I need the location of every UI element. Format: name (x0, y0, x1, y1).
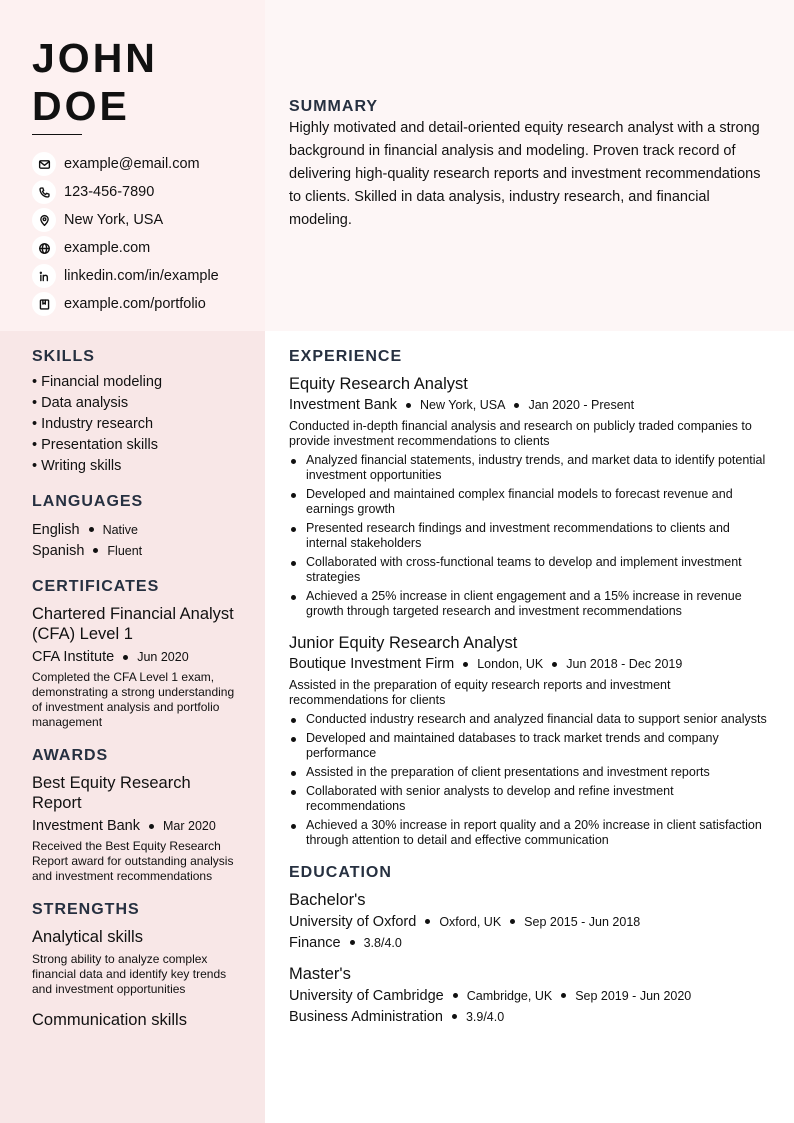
education-field-row (289, 933, 769, 952)
job-location: London, UK (477, 657, 544, 671)
contact-email[interactable] (32, 150, 219, 178)
strength-title: Communication skills (32, 1011, 187, 1029)
contact-email-text: example@email.com (64, 156, 200, 172)
separator-dot (510, 919, 515, 924)
award-date: Mar 2020 (163, 819, 216, 833)
skill-item: • Writing skills (32, 458, 122, 474)
job-bullet: Conducted industry research and analyzed financial data to support senior analysts (289, 712, 769, 727)
job-description: Conducted in-depth financial analysis and research on publicly traded companies to provide investment recommendations to clients (289, 419, 752, 448)
certificate-date: Jun 2020 (137, 650, 189, 664)
job-bullet: Collaborated with senior analysts to develop and refine investment recommendations (289, 784, 769, 814)
separator-dot (452, 1014, 457, 1019)
contact-location (32, 206, 219, 234)
job-bullet: Achieved a 30% increase in report quality and a 20% increase in client satisfaction through attention to detail and effective communication (289, 818, 769, 848)
job-company: Investment Bank (289, 397, 397, 413)
language-item (32, 540, 242, 561)
contact-portfolio[interactable] (32, 290, 219, 318)
language-name: Spanish (32, 542, 85, 559)
education-entry (289, 964, 769, 1026)
separator-dot (93, 548, 98, 553)
certificates-section (32, 578, 242, 730)
strength-description: Strong ability to analyze complex financial data and identify key trends and investment opportunities (32, 952, 227, 996)
skill-item: • Financial modeling (32, 374, 163, 390)
job-dates: Jun 2018 - Dec 2019 (566, 657, 683, 671)
contact-linkedin-text: linkedin.com/in/example (64, 268, 219, 284)
name-divider (32, 134, 82, 135)
language-item (32, 519, 242, 540)
sidebar-column (32, 348, 242, 1030)
strengths-section (32, 901, 242, 1030)
awards-section (32, 747, 242, 884)
job-title: Junior Equity Research Analyst (289, 634, 518, 652)
job-bullet: Developed and maintained complex financial models to forecast revenue and earnings growth (289, 487, 769, 517)
certificate-meta (32, 649, 242, 665)
contact-website-text: example.com (64, 240, 151, 256)
name-last: DOE (32, 83, 130, 129)
candidate-name (32, 34, 252, 130)
separator-dot (123, 655, 128, 660)
job-meta (289, 656, 769, 672)
summary-heading: SUMMARY (289, 98, 379, 115)
strengths-heading: STRENGTHS (32, 901, 140, 918)
separator-dot (350, 940, 355, 945)
separator-dot (406, 403, 411, 408)
job-bullet: Collaborated with cross-functional teams to develop and implement investment strategies (289, 555, 769, 585)
job-bullets (289, 453, 769, 619)
phone-icon (32, 180, 56, 204)
experience-section (289, 348, 769, 848)
education-dates: Sep 2019 - Jun 2020 (575, 988, 692, 1003)
job-title: Equity Research Analyst (289, 375, 468, 393)
job-entry (289, 633, 769, 848)
job-bullet: Achieved a 25% increase in client engagement and a 15% increase in revenue growth through targeted research and investment recommendations (289, 589, 769, 619)
job-company: Boutique Investment Firm (289, 656, 455, 672)
mail-icon (32, 152, 56, 176)
globe-icon (32, 236, 56, 260)
education-gpa: 3.8/4.0 (363, 935, 402, 950)
skills-section (32, 348, 242, 477)
job-location: New York, USA (420, 398, 506, 412)
award-meta (32, 818, 242, 834)
education-field: Business Administration (289, 1008, 443, 1025)
education-field-row (289, 1007, 769, 1026)
language-level: Native (102, 522, 138, 537)
job-entry (289, 374, 769, 619)
job-dates: Jan 2020 - Present (528, 398, 635, 412)
location-pin-icon (32, 208, 56, 232)
languages-section (32, 493, 242, 561)
skill-item: • Data analysis (32, 395, 129, 411)
education-meta (289, 912, 769, 931)
portfolio-icon (32, 292, 56, 316)
separator-dot (453, 993, 458, 998)
language-name: English (32, 521, 80, 538)
contact-list (32, 150, 219, 318)
contact-location-text: New York, USA (64, 212, 164, 228)
certificates-heading: CERTIFICATES (32, 578, 160, 595)
skills-heading: SKILLS (32, 348, 95, 365)
job-bullets (289, 712, 769, 848)
separator-dot (463, 662, 468, 667)
education-gpa: 3.9/4.0 (465, 1009, 505, 1024)
contact-phone[interactable] (32, 178, 219, 206)
job-bullet: Presented research findings and investment recommendations to clients and internal stakeholders (289, 521, 769, 551)
skill-item: • Industry research (32, 416, 154, 432)
name-first: JOHN (32, 35, 158, 81)
job-bullet: Developed and maintained databases to track market trends and company performance (289, 731, 769, 761)
job-description: Assisted in the preparation of equity research reports and investment recommendations for clients (289, 678, 671, 707)
education-school: University of Oxford (289, 913, 417, 930)
education-section (289, 864, 769, 1026)
separator-dot (425, 919, 430, 924)
contact-linkedin[interactable] (32, 262, 219, 290)
award-title: Best Equity Research Report (32, 774, 191, 812)
education-location: Oxford, UK (439, 914, 502, 929)
certificate-issuer: CFA Institute (32, 649, 115, 665)
job-bullet: Analyzed financial statements, industry trends, and market data to identify potential investment opportunities (289, 453, 769, 483)
awards-heading: AWARDS (32, 747, 109, 764)
contact-phone-text: 123-456-7890 (64, 184, 155, 200)
education-degree: Master's (289, 965, 351, 983)
languages-heading: LANGUAGES (32, 493, 144, 510)
education-location: Cambridge, UK (466, 988, 553, 1003)
award-issuer: Investment Bank (32, 818, 140, 834)
education-heading: EDUCATION (289, 864, 392, 881)
certificate-title: Chartered Financial Analyst (CFA) Level 1 (32, 605, 234, 643)
education-degree: Bachelor's (289, 891, 366, 909)
separator-dot (561, 993, 566, 998)
separator-dot (149, 824, 154, 829)
contact-portfolio-text: example.com/portfolio (64, 296, 206, 312)
certificate-description: Completed the CFA Level 1 exam, demonstrating a strong understanding of investment analysis and portfolio management (32, 670, 235, 729)
strength-title: Analytical skills (32, 928, 143, 946)
job-meta (289, 397, 769, 413)
education-school: University of Cambridge (289, 987, 444, 1004)
separator-dot (89, 527, 94, 532)
separator-dot (514, 403, 519, 408)
education-dates: Sep 2015 - Jun 2018 (524, 914, 641, 929)
skill-item: • Presentation skills (32, 437, 158, 453)
education-field: Finance (289, 934, 341, 951)
education-entry (289, 890, 769, 952)
experience-heading: EXPERIENCE (289, 348, 403, 365)
award-description: Received the Best Equity Research Report award for outstanding analysis and investment recommendations (32, 839, 234, 883)
linkedin-icon (32, 264, 56, 288)
job-bullet: Assisted in the preparation of client presentations and investment reports (289, 765, 769, 780)
separator-dot (552, 662, 557, 667)
contact-website[interactable] (32, 234, 219, 262)
skills-list (32, 372, 242, 477)
summary-text: Highly motivated and detail-oriented equity research analyst with a strong background in financial analysis and modeling. Proven track record of delivering high-quality research reports and investment recommendations to clients. Skilled in data analysis, industry research, and financial modeling. (289, 120, 761, 228)
main-column (289, 348, 769, 1026)
language-level: Fluent (107, 543, 143, 558)
education-meta (289, 986, 769, 1005)
